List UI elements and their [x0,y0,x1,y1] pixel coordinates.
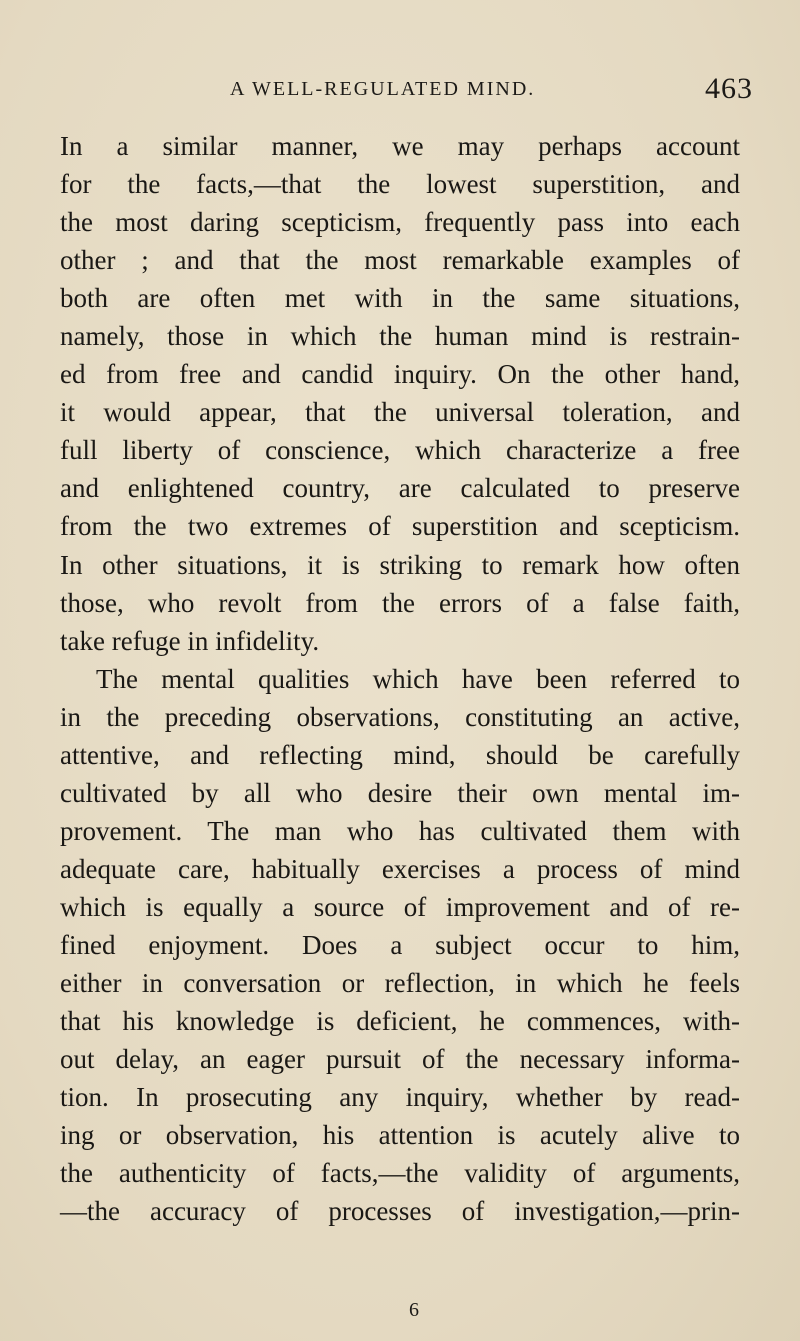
text-line: The mental qualities which have been referred to [96,663,740,694]
running-title: A WELL-REGULATED MIND. [230,78,536,100]
body-text [60,127,740,1230]
text-line: that his knowledge is deficient, he commences, with- [60,1006,740,1037]
text-line: namely, those in which the human mind is restrain- [60,321,740,352]
text-line: those, who revolt from the errors of a false faith, [60,587,740,618]
text-line: tion. In prosecuting any inquiry, whether by read- [60,1082,740,1113]
text-line: other ; and that the most remarkable examples of [60,245,740,276]
text-line: ing or observation, his attention is acutely alive to [60,1120,740,1151]
text-line: which is equally a source of improvement and of re- [60,891,740,922]
text-line: ed from free and candid inquiry. On the other hand, [60,359,740,390]
text-line: for the facts,—that the lowest superstition, and [60,169,740,200]
text-line: fined enjoyment. Does a subject occur to him, [60,929,740,960]
text-line: in the preceding observations, constituting an active, [60,701,740,732]
page-number: 463 [705,72,753,105]
text-line: out delay, an eager pursuit of the necessary informa- [60,1044,740,1075]
text-line: cultivated by all who desire their own mental im- [60,777,740,808]
text-line: —the accuracy of processes of investigation,—prin- [60,1196,740,1227]
text-line: and enlightened country, are calculated to preserve [60,473,740,504]
text-line: In a similar manner, we may perhaps account [60,131,740,161]
text-line: In other situations, it is striking to remark how often [60,549,740,580]
text-line: the authenticity of facts,—the validity of arguments, [60,1158,740,1189]
text-line: take refuge in infidelity. [60,625,320,656]
page-header [0,72,800,116]
text-line: it would appear, that the universal toleration, and [60,397,740,428]
text-line: full liberty of conscience, which characterize a free [60,435,740,466]
text-line: the most daring scepticism, frequently pass into each [60,207,740,238]
text-line: either in conversation or reflection, in which he feels [60,968,740,999]
text-line: attentive, and reflecting mind, should be carefully [60,739,740,770]
text-line: both are often met with in the same situations, [60,283,740,314]
text-line: provement. The man who has cultivated them with [60,815,740,846]
text-line: adequate care, habitually exercises a process of mind [60,853,740,884]
text-line: from the two extremes of superstition and scepticism. [60,511,740,542]
signature-mark: 6 [409,1299,419,1321]
